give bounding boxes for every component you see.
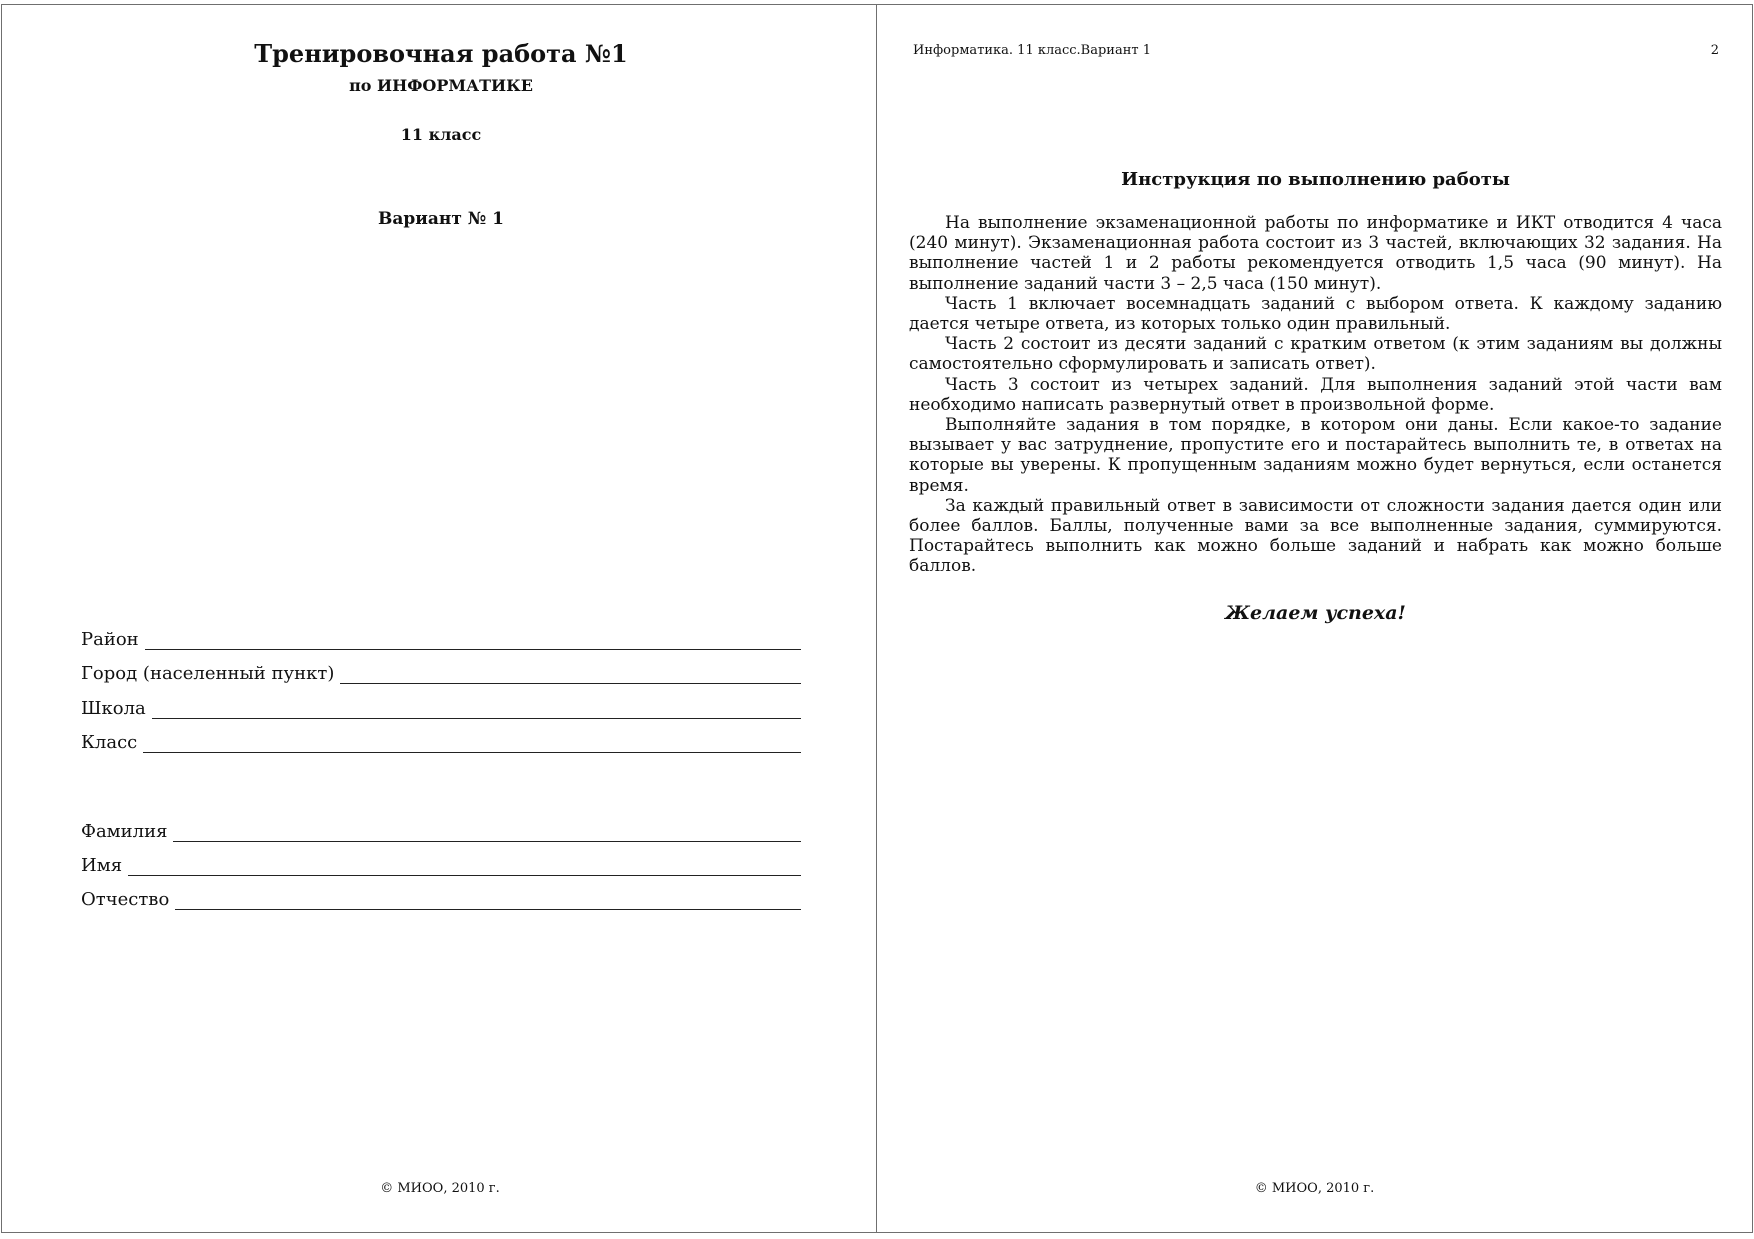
instruction-page: [876, 4, 1753, 1233]
instruction-paragraph: За каждый правильный ответ в зависимости от сложности задания дается один или более баллов. Баллы, полученные вами за все выполненные задания, суммируются. Постарайтесь выполнить как можно больше заданий и набрать как можно больше баллов.: [909, 495, 1722, 577]
closing-wish: Желаем успеха!: [1225, 602, 1406, 624]
running-header: Информатика. 11 класс.Вариант 1: [913, 43, 1151, 58]
surname-label: Фамилия: [81, 821, 168, 842]
surname-line[interactable]: [173, 840, 801, 842]
surname-field[interactable]: [81, 819, 801, 843]
page-title: Тренировочная работа №1: [254, 39, 628, 68]
instruction-paragraph: Часть 2 состоит из десяти заданий с кратким ответом (к этим заданиям вы должны самостоятельно сформулировать и записать ответ).: [909, 334, 1722, 375]
school-field[interactable]: [81, 696, 801, 720]
city-field[interactable]: [81, 661, 801, 685]
school-line[interactable]: [152, 717, 801, 719]
grade-label: 11 класс: [400, 125, 482, 144]
variant-label: Вариант № 1: [377, 209, 504, 229]
instruction-title: Инструкция по выполнению работы: [1121, 169, 1510, 190]
page-number: 2: [1710, 43, 1719, 58]
district-field[interactable]: [81, 627, 801, 651]
instruction-paragraph: Часть 3 состоит из четырех заданий. Для выполнения заданий этой части вам необходимо написать развернутый ответ в произвольной форме.: [909, 374, 1722, 415]
instruction-body: [909, 213, 1722, 577]
copyright-left: © МИОО, 2010 г.: [380, 1181, 500, 1196]
subject-subtitle: по ИНФОРМАТИКЕ: [349, 76, 533, 95]
name-label: Имя: [81, 855, 123, 876]
class-label: Класс: [81, 732, 138, 753]
patronymic-label: Отчество: [81, 889, 170, 910]
name-line[interactable]: [128, 874, 801, 876]
class-field[interactable]: [81, 730, 801, 754]
instruction-paragraph: На выполнение экзаменационной работы по информатике и ИКТ отводится 4 часа (240 минут). Экзаменационная работа состоит из 3 частей, включающих 32 задания. На выполнение частей 1 и 2 работы рекомендуется отводить 1,5 часа (90 минут). На выполнение заданий части 3 – 2,5 часа (150 минут).: [909, 213, 1722, 294]
city-line[interactable]: [340, 682, 801, 684]
district-line[interactable]: [145, 648, 801, 650]
patronymic-field[interactable]: [81, 887, 801, 911]
instruction-paragraph: Выполняйте задания в том порядке, в котором они даны. Если какое-то задание вызывает у вас затруднение, пропустите его и постарайтесь выполнить те, в ответах на которые вы уверены. К пропущенным заданиям можно будет вернуться, если останется время.: [909, 415, 1722, 496]
copyright-right: © МИОО, 2010 г.: [1254, 1181, 1375, 1196]
title-page: [1, 4, 879, 1233]
patronymic-line[interactable]: [175, 908, 801, 910]
city-label: Город (населенный пункт): [81, 663, 335, 684]
instruction-paragraph: Часть 1 включает восемнадцать заданий с выбором ответа. К каждому заданию дается четыре ответа, из которых только один правильный.: [909, 293, 1722, 335]
school-label: Школа: [81, 698, 146, 719]
district-label: Район: [81, 629, 139, 650]
name-field[interactable]: [81, 853, 801, 877]
class-line[interactable]: [143, 751, 801, 753]
